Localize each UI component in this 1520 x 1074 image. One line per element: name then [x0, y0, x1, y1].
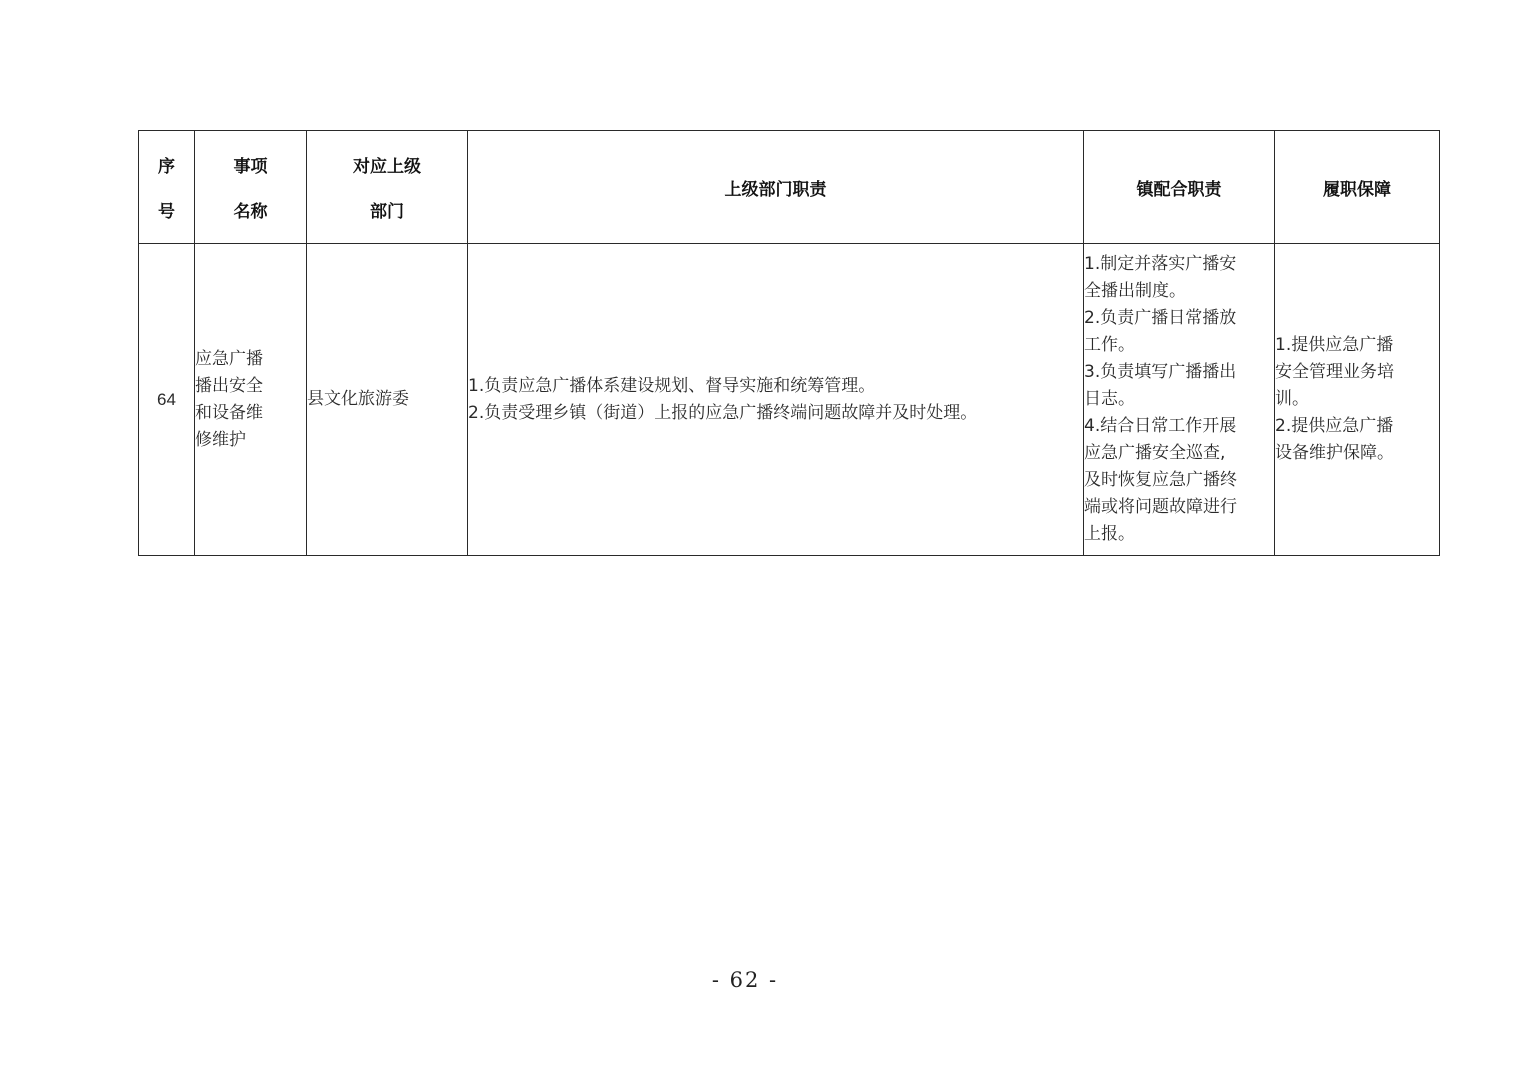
- row-item-name: [195, 244, 307, 556]
- header-seq: [139, 131, 195, 244]
- row-superior-duty: [468, 244, 1084, 556]
- town-coop-line: 日志。: [1084, 389, 1135, 409]
- item-name-line: 修维护: [195, 429, 246, 450]
- header-item-line1: 事项: [233, 157, 268, 177]
- header-item-line2: 名称: [233, 202, 268, 222]
- town-coop-line: 端或将问题故障进行: [1084, 497, 1237, 517]
- item-name-line: 应急广播: [195, 348, 263, 369]
- town-coop-line: 及时恢复应急广播终: [1084, 470, 1237, 490]
- guarantee-line: 安全管理业务培: [1275, 362, 1394, 382]
- superior-duty-item: 2.负责受理乡镇（街道）上报的应急广播终端问题故障并及时处理。: [468, 402, 978, 423]
- header-town-coop: 镇配合职责: [1084, 131, 1275, 244]
- header-seq-line2: 号: [158, 202, 175, 222]
- town-coop-line: 1.制定并落实广播安: [1084, 254, 1237, 274]
- row-superior-dept: 县文化旅游委: [307, 244, 468, 556]
- item-name-line: 播出安全: [195, 375, 263, 396]
- header-superior-dept: [307, 131, 468, 244]
- item-name-line: 和设备维: [195, 402, 263, 423]
- header-dept-line1: 对应上级: [353, 157, 421, 177]
- header-item-name: [195, 131, 307, 244]
- town-coop-line: 工作。: [1084, 335, 1135, 355]
- town-coop-line: 全播出制度。: [1084, 281, 1186, 301]
- guarantee-line: 设备维护保障。: [1275, 443, 1394, 463]
- guarantee-line: 1.提供应急广播: [1275, 335, 1394, 355]
- guarantee-line: 2.提供应急广播: [1275, 416, 1394, 436]
- town-coop-line: 3.负责填写广播播出: [1084, 362, 1237, 382]
- page-number: - 62 -: [711, 968, 779, 992]
- table-header-row: [139, 131, 1440, 244]
- town-coop-line: 上报。: [1084, 524, 1135, 544]
- row-town-coop: [1084, 244, 1275, 556]
- table-row: [139, 244, 1440, 556]
- header-superior-duty: 上级部门职责: [468, 131, 1084, 244]
- guarantee-line: 训。: [1275, 389, 1309, 409]
- header-seq-line1: 序: [158, 157, 175, 177]
- duty-table: [138, 130, 1440, 556]
- town-coop-line: 应急广播安全巡查,: [1084, 443, 1226, 463]
- superior-duty-item: 1.负责应急广播体系建设规划、督导实施和统筹管理。: [468, 375, 876, 396]
- row-guarantee: [1275, 244, 1440, 556]
- header-dept-line2: 部门: [370, 202, 404, 222]
- row-seq: 64: [139, 244, 195, 556]
- town-coop-line: 2.负责广播日常播放: [1084, 308, 1237, 328]
- header-guarantee: 履职保障: [1275, 131, 1440, 244]
- town-coop-line: 4.结合日常工作开展: [1084, 416, 1237, 436]
